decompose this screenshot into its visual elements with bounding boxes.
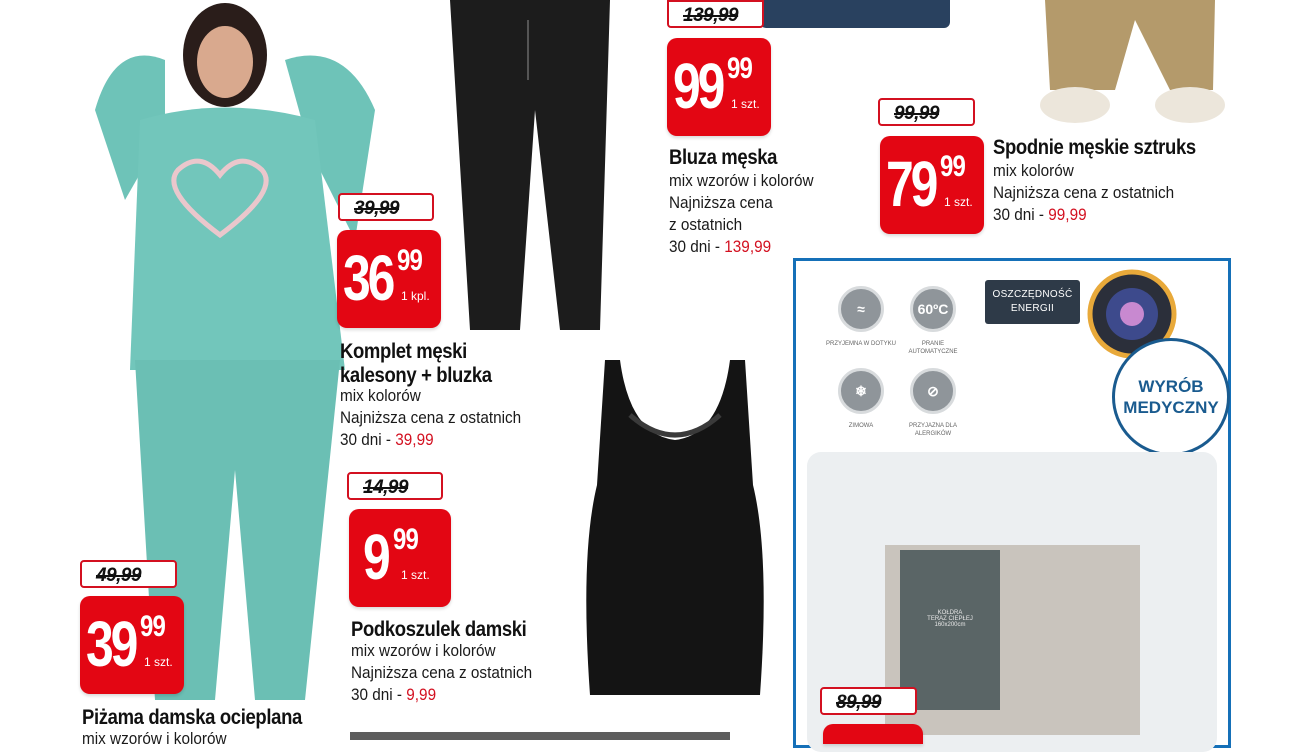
price-int: 99	[673, 50, 723, 122]
old-price-podkoszulek: 14,99	[347, 472, 443, 500]
old-price-spodnie: 99,99	[878, 98, 975, 126]
product-desc-pizama: mix wzorów i kolorów	[82, 729, 227, 748]
longjohns-photo	[440, 0, 620, 340]
price-dec: 99	[727, 52, 753, 85]
price-int: 9	[363, 521, 388, 593]
thermometer-icon: 60ºC	[910, 286, 956, 332]
hoodie-photo-edge	[760, 0, 950, 28]
feature-label: PRANIE AUTOMATYCZNE	[908, 341, 958, 355]
feature-label: ZIMOWA	[848, 423, 874, 429]
product-desc-komplet: mix kolorów Najniższa cena z ostatnich 30 dni - 39,99	[340, 386, 522, 449]
feature-label: PRZYJAZNA DLA ALERGIKÓW	[908, 423, 957, 437]
corduroy-trousers-photo	[1035, 0, 1225, 128]
price-int: 36	[343, 242, 393, 314]
price-box-bluza	[667, 38, 771, 136]
tank-top-photo	[575, 355, 775, 700]
price-unit: 1 szt.	[731, 97, 760, 111]
medical-product-badge: WYRÓB MEDYCZNY	[1112, 338, 1230, 456]
snowflake-icon: ❄	[838, 368, 884, 414]
old-price-pizama: 49,99	[80, 560, 177, 588]
next-product-photo-edge	[350, 732, 730, 740]
product-name-spodnie: Spodnie męskie sztruks	[993, 136, 1196, 159]
price-dec: 99	[940, 150, 966, 183]
product-name-bluza: Bluza męska	[669, 146, 778, 169]
price-box-podkoszulek	[349, 509, 451, 607]
product-desc-podkoszulek: mix wzorów i kolorów Najniższa cena z ostatnich 30 dni - 9,99	[351, 641, 533, 704]
anti-allergy-icon: ⊘	[910, 368, 956, 414]
lowest-price-value: 99,99	[1048, 205, 1087, 224]
lowest-price-value: 139,99	[724, 237, 772, 256]
lowest-price-value: 39,99	[395, 430, 434, 449]
price-unit: 1 szt.	[944, 195, 973, 209]
product-name-podkoszulek: Podkoszulek damski	[351, 618, 527, 641]
old-price-komplet: 39,99	[338, 193, 434, 221]
price-box-koldra	[823, 724, 923, 744]
price-box-spodnie	[880, 136, 984, 234]
price-dec: 99	[397, 244, 423, 277]
product-name-pizama: Piżama damska ocieplana	[82, 706, 302, 729]
price-int: 39	[86, 608, 136, 680]
pajama-photo	[55, 0, 385, 700]
price-unit: 1 szt.	[401, 568, 430, 582]
product-desc-bluza: mix wzorów i kolorów Najniższa cena z ostatnich 30 dni - 139,99	[669, 171, 814, 256]
old-price-koldra: 89,99	[820, 687, 917, 715]
price-dec: 99	[140, 610, 166, 643]
price-dec: 99	[393, 523, 419, 556]
duvet-package-label: KOŁDRA TERAZ CIEPŁEJ 160x200cm	[900, 550, 1000, 710]
soft-touch-icon: ≈	[838, 286, 884, 332]
lowest-price-value: 9,99	[406, 685, 437, 704]
energy-saving-label: OSZCZĘDNOŚĆ ENERGII	[985, 280, 1080, 324]
price-int: 79	[886, 148, 936, 220]
price-unit: 1 kpl.	[401, 289, 430, 303]
price-box-pizama	[80, 596, 184, 694]
product-desc-spodnie: mix kolorów Najniższa cena z ostatnich 30 dni - 99,99	[993, 161, 1175, 224]
price-box-komplet	[337, 230, 441, 328]
old-price-bluza: 139,99	[667, 0, 764, 28]
product-name-komplet: Komplet męski kalesony + bluzka	[340, 340, 492, 387]
feature-label: PRZYJEMNA W DOTYKU	[826, 341, 897, 347]
price-unit: 1 szt.	[144, 655, 173, 669]
